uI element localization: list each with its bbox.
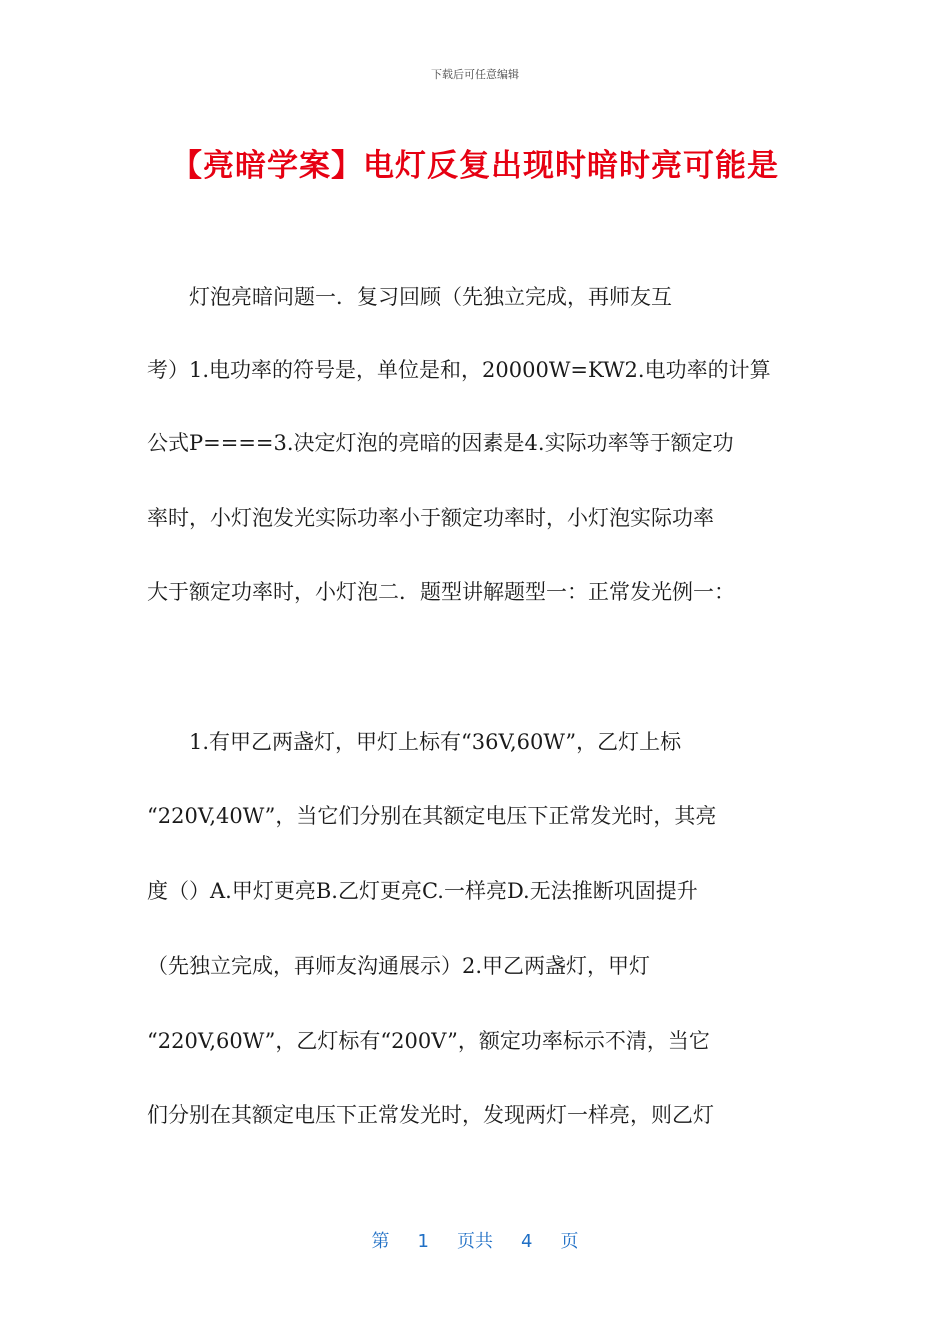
- body-line-9: （先独立完成，再师友沟通展示）2.甲乙两盏灯，甲灯: [147, 954, 651, 978]
- body-line-6: 1.有甲乙两盏灯，甲灯上标有“36V,60W”，乙灯上标: [147, 730, 682, 754]
- body-line-3: 公式P====3.决定灯泡的亮暗的因素是4.实际功率等于额定功: [147, 431, 734, 455]
- footer-prefix: 第: [371, 1231, 390, 1252]
- body-line-1: 灯泡亮暗问题一．复习回顾（先独立完成，再师友互: [147, 285, 672, 309]
- footer-suffix: 页: [560, 1231, 579, 1252]
- footer-total-pages: 4: [521, 1231, 533, 1252]
- body-line-11: 们分别在其额定电压下正常发光时，发现两灯一样亮，则乙灯: [147, 1103, 714, 1127]
- body-line-2: 考）1.电功率的符号是，单位是和，20000W=KW2.电功率的计算: [147, 358, 771, 382]
- body-line-8: 度（）A.甲灯更亮B.乙灯更亮C.一样亮D.无法推断巩固提升: [147, 879, 698, 903]
- document-title: 【亮暗学案】电灯反复出现时暗时亮可能是: [171, 148, 779, 184]
- body-line-5: 大于额定功率时，小灯泡二．题型讲解题型一：正常发光例一：: [147, 580, 735, 604]
- footer-middle: 页共: [457, 1231, 493, 1252]
- body-line-4: 率时，小灯泡发光实际功率小于额定功率时，小灯泡实际功率: [147, 506, 714, 530]
- page-footer: [0, 1227, 950, 1253]
- body-line-10: “220V,60W”，乙灯标有“200V”，额定功率标示不清，当它: [147, 1029, 710, 1053]
- body-line-7: “220V,40W”，当它们分别在其额定电压下正常发光时，其亮: [147, 804, 717, 828]
- footer-page-number: 1: [417, 1231, 429, 1252]
- header-note: 下载后可任意编辑: [431, 68, 519, 81]
